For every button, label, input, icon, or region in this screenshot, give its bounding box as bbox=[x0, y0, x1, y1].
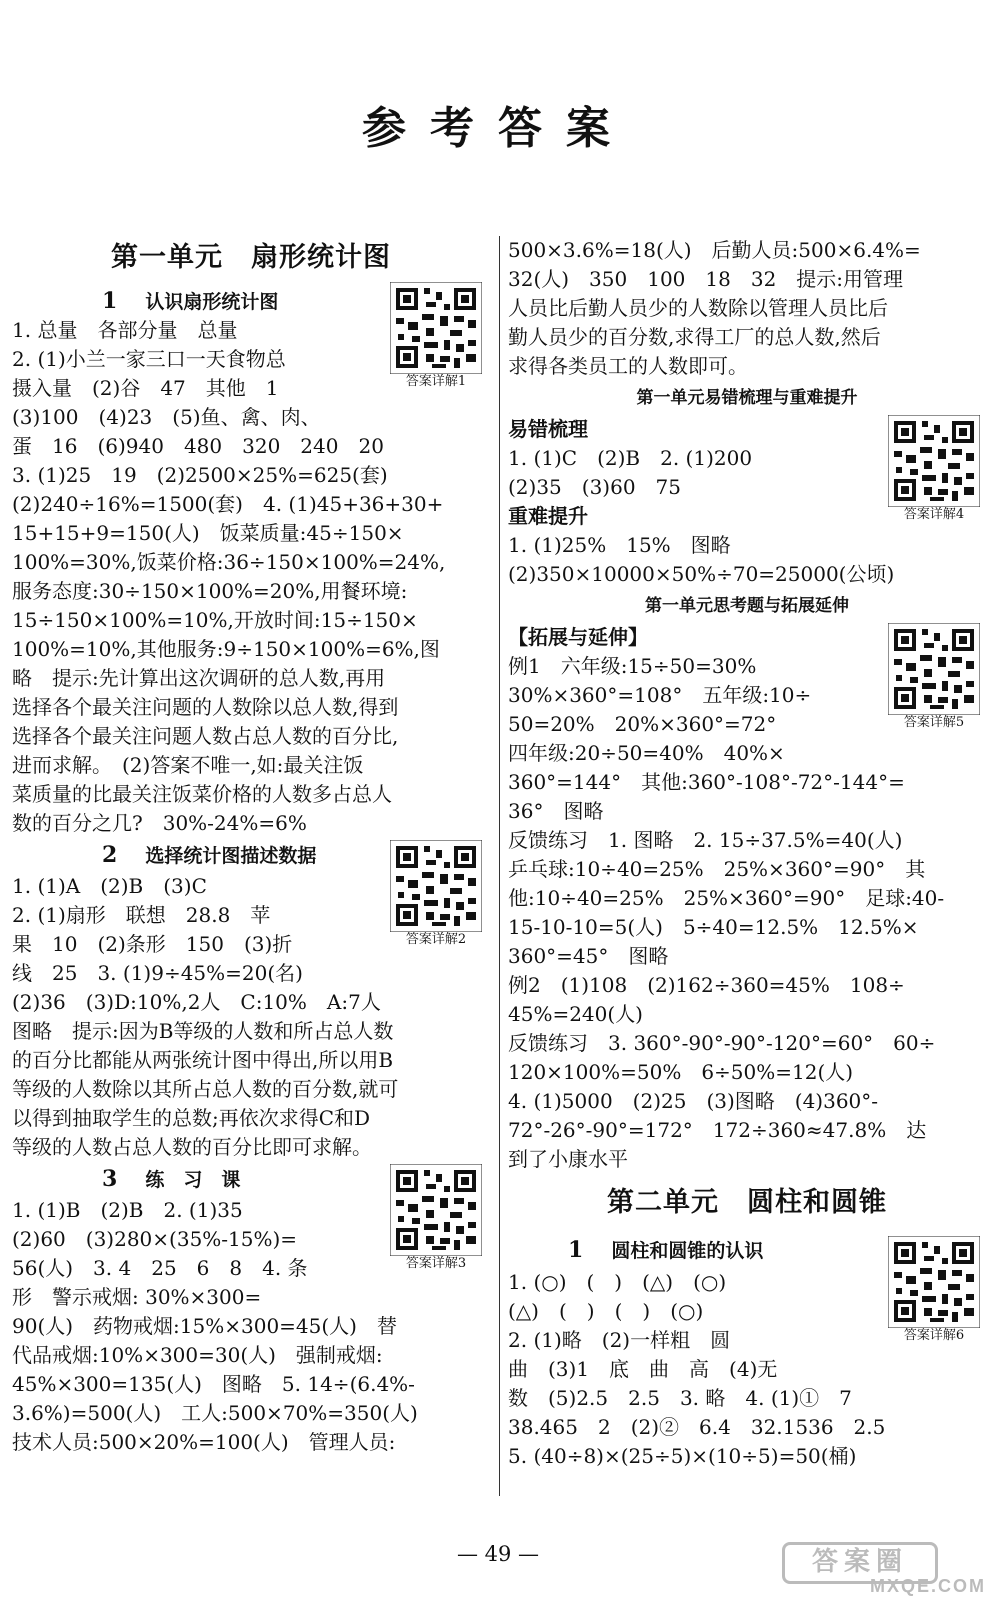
lesson-3-name: 练 习 课 bbox=[145, 1169, 241, 1191]
answer-line: 50=20% 20%×360°=72° bbox=[508, 712, 777, 736]
answer-line: 36° 图略 bbox=[508, 799, 604, 823]
answer-line: 形 警示戒烟: 30%×300= bbox=[12, 1285, 262, 1309]
section-heading: 【拓展与延伸】 bbox=[508, 625, 648, 649]
answer-line: 1. (1)B (2)B 2. (1)35 bbox=[12, 1198, 243, 1222]
answer-line: 技术人员:500×20%=100(人) 管理人员: bbox=[12, 1430, 396, 1454]
answer-line: 15÷150×100%=10%,开放时间:15÷150× bbox=[12, 608, 418, 632]
answer-line: 360°=144° 其他:360°-108°-72°-144°= bbox=[508, 770, 905, 794]
qr-code-icon bbox=[888, 623, 980, 715]
qr-caption-5: 答案详解5 bbox=[903, 715, 965, 730]
qr-code-icon bbox=[888, 415, 980, 507]
answer-line: 56(人) 3. 4 25 6 8 4. 条 bbox=[12, 1256, 308, 1280]
qr-caption-2: 答案详解2 bbox=[405, 932, 467, 947]
continued-answers bbox=[508, 236, 986, 381]
answer-line: 120×100%=50% 6÷50%=12(人) bbox=[508, 1060, 854, 1084]
answer-line: 图略 提示:因为B等级的人数和所占总人数 bbox=[12, 1019, 394, 1043]
section-extension-title: 第一单元思考题与拓展延伸 bbox=[645, 596, 849, 616]
answer-line: 2. (1)小兰一家三口一天食物总 bbox=[12, 347, 286, 371]
answer-line: 曲 (3)1 底 曲 高 (4)无 bbox=[508, 1357, 778, 1381]
unit2-title: 第二单元 圆柱和圆锥 bbox=[607, 1187, 887, 1218]
lesson-1-number: 1 bbox=[102, 288, 118, 314]
answer-line: 1. 总量 各部分量 总量 bbox=[12, 318, 238, 342]
lesson-4-number: 1 bbox=[568, 1237, 584, 1263]
lesson-3 bbox=[12, 1162, 490, 1457]
answer-line: 他:10÷40=25% 25%×360°=90° 足球:40- bbox=[508, 886, 945, 910]
answer-line: 略 提示:先计算出这次调研的总人数,再用 bbox=[12, 666, 386, 690]
section-heading: 易错梳理 bbox=[508, 417, 588, 441]
page-number: — 49 — bbox=[456, 1542, 540, 1566]
answer-line: 等级的人数占总人数的百分比即可求解。 bbox=[12, 1135, 372, 1159]
answer-line: 勤人员少的百分数,求得工厂的总人数,然后 bbox=[508, 325, 881, 349]
answer-line: 5. (40÷8)×(25÷5)×(10÷5)=50(桶) bbox=[508, 1444, 857, 1468]
qr-caption-4: 答案详解4 bbox=[903, 507, 965, 522]
qr-code-6[interactable] bbox=[888, 1236, 980, 1358]
answer-line: (2)36 (3)D:10%,2人 C:10% A:7人 bbox=[12, 990, 381, 1014]
answer-line: 3.6%)=500(人) 工人:500×70%=350(人) bbox=[12, 1401, 418, 1425]
lesson-1-name: 认识扇形统计图 bbox=[145, 291, 279, 313]
answer-line: 等级的人数除以其所占总人数的百分数,就可 bbox=[12, 1077, 399, 1101]
qr-code-icon bbox=[390, 1164, 482, 1256]
answer-line: 1. (1)C (2)B 2. (1)200 bbox=[508, 446, 753, 470]
answer-line: 2. (1)扇形 联想 28.8 苹 bbox=[12, 903, 271, 927]
qr-code-3[interactable] bbox=[390, 1164, 482, 1286]
answer-line: 数 (5)2.5 2.5 3. 略 4. (1)① 7 bbox=[508, 1386, 852, 1410]
answer-line: 四年级:20÷50=40% 40%× bbox=[508, 741, 785, 765]
section-review-title: 第一单元易错梳理与重难提升 bbox=[636, 388, 858, 408]
watermark-url: MXQE.COM bbox=[869, 1576, 986, 1596]
answer-line: 72°-26°-90°=172° 172÷360≈47.8% 达 bbox=[508, 1118, 927, 1142]
answer-line: 选择各个最关注问题人数占总人数的百分比, bbox=[12, 724, 399, 748]
answer-line: (2)350×10000×50%÷70=25000(公顷) bbox=[508, 562, 895, 586]
answer-line: (2)240÷16%=1500(套) 4. (1)45+36+30+ bbox=[12, 492, 444, 516]
answer-line: 15-10-10=5(人) 5÷40=12.5% 12.5%× bbox=[508, 915, 919, 939]
lesson-1 bbox=[12, 286, 490, 838]
lesson-2-name: 选择统计图描述数据 bbox=[145, 845, 317, 867]
answer-line: 2. (1)略 (2)一样粗 圆 bbox=[508, 1328, 731, 1352]
answer-line: 1. (○) ( ) (△) (○) bbox=[508, 1270, 727, 1294]
section-extension bbox=[508, 589, 986, 1174]
answer-line: 选择各个最关注问题的人数除以总人数,得到 bbox=[12, 695, 399, 719]
answer-line: 1. (1)A (2)B (3)C bbox=[12, 874, 207, 898]
watermark-logo: 答案圈 bbox=[782, 1542, 938, 1584]
qr-code-icon bbox=[888, 1236, 980, 1328]
answer-line: 的百分比都能从两张统计图中得出,所以用B bbox=[12, 1048, 394, 1072]
answer-line: 3. (1)25 19 (2)2500×25%=625(套) bbox=[12, 463, 388, 487]
qr-code-5[interactable] bbox=[888, 623, 980, 745]
qr-code-2[interactable] bbox=[390, 840, 482, 962]
answer-line: 代品戒烟:10%×300=30(人) 强制戒烟: bbox=[12, 1343, 383, 1367]
answer-line: 进而求解。 (2)答案不唯一,如:最关注饭 bbox=[12, 753, 364, 777]
answer-line: 到了小康水平 bbox=[508, 1147, 628, 1171]
answer-line: (2)60 (3)280×(35%-15%)= bbox=[12, 1227, 298, 1251]
column-divider bbox=[499, 236, 500, 1496]
answer-line: 反馈练习 1. 图略 2. 15÷37.5%=40(人) bbox=[508, 828, 903, 852]
answer-line: 以得到抽取学生的总数;再依次求得C和D bbox=[12, 1106, 371, 1130]
lesson-2-number: 2 bbox=[102, 842, 118, 868]
answer-line: 菜质量的比最关注饭菜价格的人数多占总人 bbox=[12, 782, 392, 806]
left-column bbox=[12, 236, 490, 1457]
qr-code-1[interactable] bbox=[390, 282, 482, 404]
section-review bbox=[508, 381, 986, 589]
answer-line: 360°=45° 图略 bbox=[508, 944, 669, 968]
answer-line: 数的百分之几? 30%-24%=6% bbox=[12, 811, 307, 835]
lesson-4-name: 圆柱和圆锥的认识 bbox=[611, 1240, 764, 1262]
answer-line: 线 25 3. (1)9÷45%=20(名) bbox=[12, 961, 303, 985]
answer-line: 38.465 2 (2)② 6.4 32.1536 2.5 bbox=[508, 1415, 886, 1439]
answer-line: 服务态度:30÷150×100%=20%,用餐环境: bbox=[12, 579, 408, 603]
answer-line: 100%=10%,其他服务:9÷150×100%=6%,图 bbox=[12, 637, 440, 661]
answer-line: 例2 (1)108 (2)162÷360=45% 108÷ bbox=[508, 973, 905, 997]
section-heading: 重难提升 bbox=[508, 504, 588, 528]
answer-line: 100%=30%,饭菜价格:36÷150×100%=24%, bbox=[12, 550, 446, 574]
lesson-4 bbox=[508, 1232, 986, 1471]
qr-caption-3: 答案详解3 bbox=[405, 1256, 467, 1271]
answer-line: 45%×300=135(人) 图略 5. 14÷(6.4%- bbox=[12, 1372, 415, 1396]
answer-line: 求得各类员工的人数即可。 bbox=[508, 354, 748, 378]
answer-line: 15+15+9=150(人) 饭菜质量:45÷150× bbox=[12, 521, 404, 545]
answer-line: 500×3.6%=18(人) 后勤人员:500×6.4%= bbox=[508, 238, 921, 262]
answer-line: 90(人) 药物戒烟:15%×300=45(人) 替 bbox=[12, 1314, 397, 1338]
answer-line: (2)35 (3)60 75 bbox=[508, 475, 682, 499]
right-column bbox=[508, 236, 986, 1471]
answer-line: 4. (1)5000 (2)25 (3)图略 (4)360°- bbox=[508, 1089, 879, 1113]
answer-line: (△) ( ) ( ) (○) bbox=[508, 1299, 704, 1323]
qr-code-icon bbox=[390, 840, 482, 932]
qr-caption-6: 答案详解6 bbox=[903, 1328, 965, 1343]
page-title: 参考答案 bbox=[362, 103, 634, 154]
answer-line: (3)100 (4)23 (5)鱼、禽、肉、 bbox=[12, 405, 321, 429]
answer-line: 果 10 (2)条形 150 (3)折 bbox=[12, 932, 293, 956]
answer-line: 例1 六年级:15÷50=30% bbox=[508, 654, 757, 678]
answer-line: 摄入量 (2)谷 47 其他 1 bbox=[12, 376, 279, 400]
answer-line: 45%=240(人) bbox=[508, 1002, 643, 1026]
qr-code-icon bbox=[390, 282, 482, 374]
lesson-2 bbox=[12, 838, 490, 1162]
answer-line: 反馈练习 3. 360°-90°-90°-120°=60° 60÷ bbox=[508, 1031, 936, 1055]
qr-caption-1: 答案详解1 bbox=[405, 374, 467, 389]
lesson-3-number: 3 bbox=[102, 1166, 118, 1192]
answer-line: 蛋 16 (6)940 480 320 240 20 bbox=[12, 434, 384, 458]
answer-line: 32(人) 350 100 18 32 提示:用管理 bbox=[508, 267, 904, 291]
answer-line: 乒乓球:10÷40=25% 25%×360°=90° 其 bbox=[508, 857, 926, 881]
unit1-title: 第一单元 扇形统计图 bbox=[111, 242, 391, 273]
answer-line: 人员比后勤人员少的人数除以管理人员比后 bbox=[508, 296, 888, 320]
answer-line: 30%×360°=108° 五年级:10÷ bbox=[508, 683, 812, 707]
qr-code-4[interactable] bbox=[888, 415, 980, 537]
watermark bbox=[786, 1542, 986, 1594]
answer-line: 1. (1)25% 15% 图略 bbox=[508, 533, 731, 557]
